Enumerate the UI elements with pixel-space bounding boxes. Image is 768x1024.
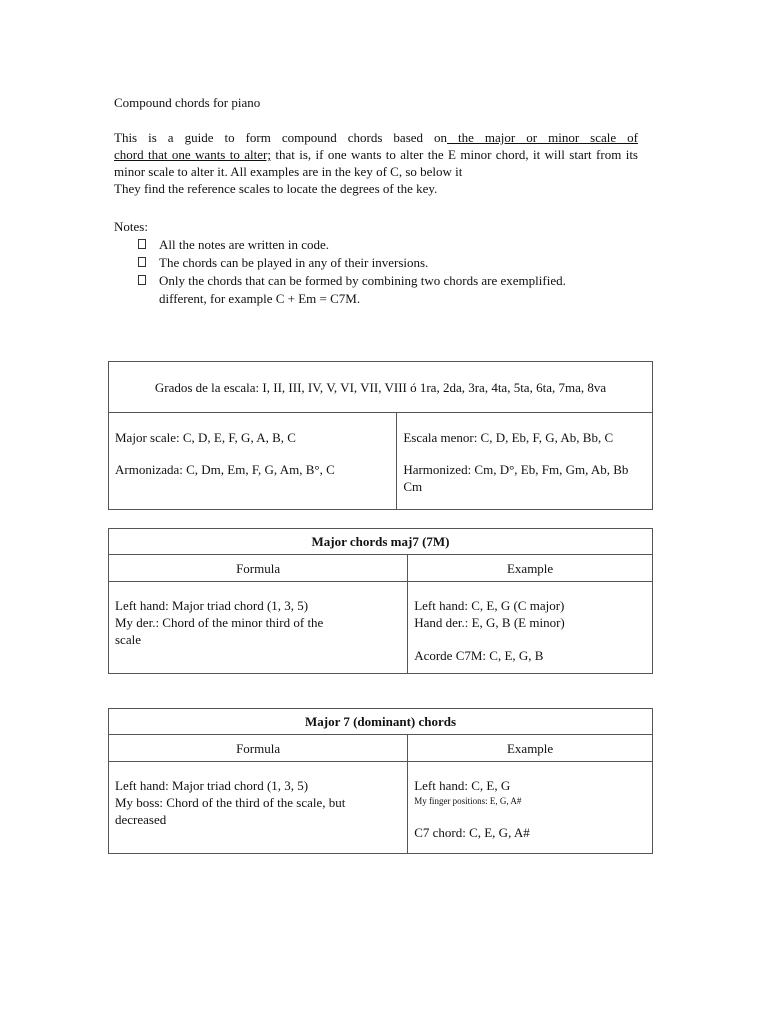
list-item: Only the chords that can be formed by combining two chords are exemplified. bbox=[138, 272, 658, 289]
notes-list bbox=[138, 236, 658, 307]
example-line: Acorde C7M: C, E, G, B bbox=[414, 648, 544, 663]
underlined-text: the major or minor scale of bbox=[447, 130, 638, 145]
dom7-table bbox=[108, 708, 653, 854]
formula-line: Left hand: Major triad chord (1, 3, 5) bbox=[115, 598, 309, 613]
intro-line-1 bbox=[114, 129, 638, 146]
list-item: All the notes are written in code. bbox=[138, 236, 658, 253]
bullet-box-icon bbox=[138, 275, 146, 285]
maj7-table-title: Major chords maj7 (7M) bbox=[109, 529, 653, 555]
example-cell bbox=[408, 582, 653, 674]
formula-header: Formula bbox=[109, 555, 408, 582]
list-item: The chords can be played in any of their inversions. bbox=[138, 254, 658, 271]
list-item-continuation: different, for example C + Em = C7M. bbox=[159, 291, 361, 306]
major-harmonized-text: Armonizada: C, Dm, Em, F, G, Am, B°, C bbox=[115, 462, 335, 477]
intro-line-3: minor scale to alter it. All examples are in the key of C, so below it bbox=[114, 164, 463, 179]
bullet-box-icon bbox=[138, 239, 146, 249]
intro-text: that is, if one wants to alter the E minor chord, it will start from its bbox=[270, 147, 638, 162]
example-line: Hand der.: E, G, B (E minor) bbox=[414, 615, 565, 630]
scales-table-header: Grados de la escala: I, II, III, IV, V, VI, VII, VIII ó 1ra, 2da, 3ra, 4ta, 5ta, 6ta, 7ma, 8va bbox=[109, 362, 653, 413]
document-title: Compound chords for piano bbox=[114, 95, 261, 110]
minor-scale-text: Escala menor: C, D, Eb, F, G, Ab, Bb, C bbox=[403, 430, 614, 445]
notes-label: Notes: bbox=[114, 219, 148, 234]
intro-paragraph bbox=[114, 129, 638, 197]
major-scale-cell bbox=[109, 413, 397, 510]
formula-header: Formula bbox=[109, 735, 408, 762]
example-header: Example bbox=[408, 735, 653, 762]
intro-line-2 bbox=[114, 146, 638, 163]
maj7-table bbox=[108, 528, 653, 674]
formula-cell bbox=[109, 762, 408, 854]
example-line: My finger positions: E, G, A# bbox=[414, 796, 522, 806]
intro-line-4: They find the reference scales to locate the degrees of the key. bbox=[114, 181, 438, 196]
formula-cell bbox=[109, 582, 408, 674]
dom7-table-title: Major 7 (dominant) chords bbox=[109, 709, 653, 735]
example-header: Example bbox=[408, 555, 653, 582]
formula-line: My der.: Chord of the minor third of the scale bbox=[115, 615, 324, 647]
formula-line: Left hand: Major triad chord (1, 3, 5) bbox=[115, 778, 309, 793]
underlined-text: chord that one wants to alter; bbox=[114, 147, 271, 162]
intro-text: This is a guide to form compound chords based on bbox=[114, 130, 448, 145]
formula-line: My boss: Chord of the third of the scale, but decreased bbox=[115, 795, 346, 827]
bullet-box-icon bbox=[138, 257, 146, 267]
major-scale-text: Major scale: C, D, E, F, G, A, B, C bbox=[115, 430, 296, 445]
example-line: Left hand: C, E, G (C major) bbox=[414, 598, 565, 613]
example-cell bbox=[408, 762, 653, 854]
scales-table bbox=[108, 361, 653, 510]
minor-scale-cell bbox=[397, 413, 653, 510]
example-line: Left hand: C, E, G bbox=[414, 778, 511, 793]
example-line: C7 chord: C, E, G, A# bbox=[414, 825, 530, 840]
minor-harmonized-text: Harmonized: Cm, D°, Eb, Fm, Gm, Ab, Bb Cm bbox=[403, 462, 629, 494]
